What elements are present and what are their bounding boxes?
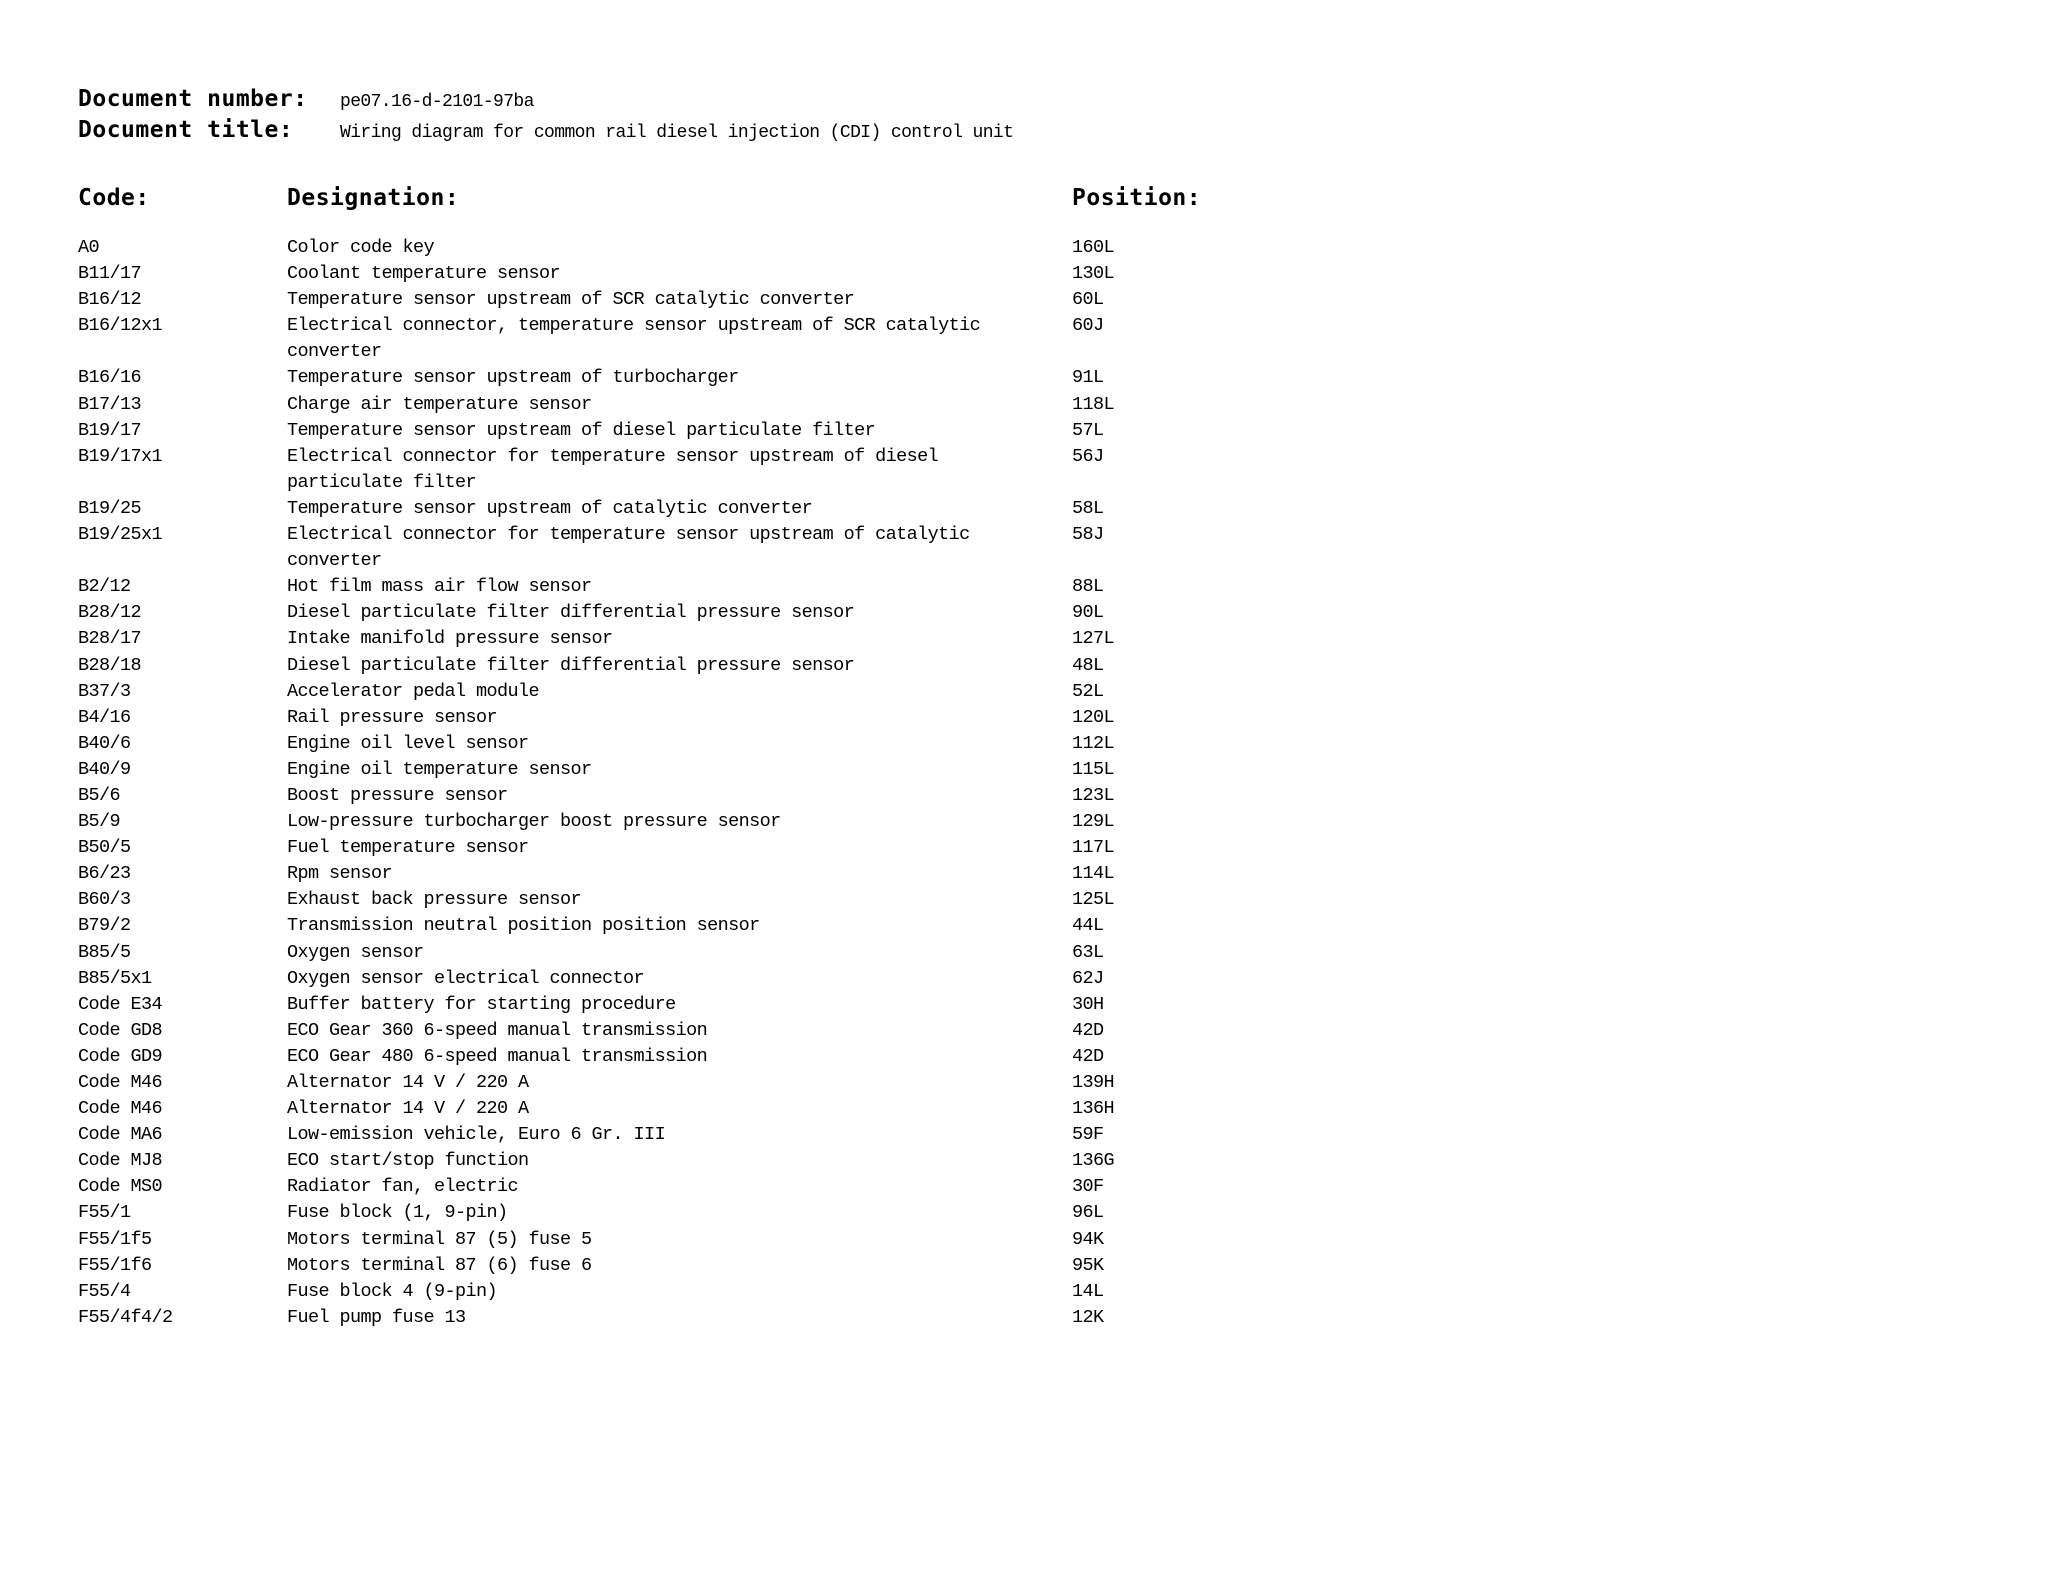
table-row — [78, 1305, 1192, 1331]
table-row — [78, 1200, 1192, 1226]
code-cell: B5/6 — [78, 784, 121, 806]
code-cell: Code MS0 — [78, 1176, 163, 1198]
designation-cell: Motors terminal 87 (5) fuse 5 — [287, 1228, 592, 1250]
position-cell: 59F — [1072, 1124, 1104, 1146]
code-cell: B2/12 — [78, 576, 131, 598]
table-row — [78, 783, 1192, 809]
position-cell: 139H — [1072, 1072, 1115, 1093]
position-cell: 129L — [1072, 811, 1115, 833]
code-cell: B60/3 — [78, 889, 131, 911]
position-cell: 52L — [1072, 680, 1104, 702]
table-row — [78, 1253, 1192, 1279]
position-cell: 62J — [1072, 967, 1104, 989]
table-row — [78, 444, 1192, 496]
position-cell: 12K — [1072, 1306, 1104, 1328]
position-cell: 30F — [1072, 1176, 1104, 1198]
code-cell: B16/12 — [78, 289, 142, 311]
table-row — [78, 757, 1192, 783]
code-cell: Code MA6 — [78, 1124, 163, 1146]
code-column-header: Code: — [78, 185, 150, 211]
code-cell: B28/12 — [78, 602, 142, 624]
code-cell: F55/4 — [78, 1280, 131, 1302]
position-cell: 118L — [1072, 393, 1115, 415]
table-row — [78, 496, 1192, 522]
table-row — [78, 235, 1192, 261]
designation-cell: Rail pressure sensor — [287, 706, 498, 728]
designation-cell: Low-emission vehicle, Euro 6 Gr. III — [287, 1124, 666, 1146]
code-cell: F55/4f4/2 — [78, 1306, 173, 1328]
code-cell: F55/1f5 — [78, 1228, 152, 1250]
position-cell: 95K — [1072, 1254, 1104, 1276]
code-cell: B50/5 — [78, 837, 131, 859]
table-row — [78, 731, 1192, 757]
document-number-row — [78, 86, 1013, 117]
code-cell: Code M46 — [78, 1072, 163, 1093]
table-row — [78, 626, 1192, 652]
position-cell: 136G — [1072, 1150, 1115, 1172]
code-cell: B4/16 — [78, 706, 131, 728]
code-cell: Code E34 — [78, 993, 163, 1015]
document-number-label: Document number: — [78, 86, 308, 112]
position-cell: 127L — [1072, 628, 1115, 650]
table-row — [78, 522, 1192, 574]
position-cell: 120L — [1072, 706, 1115, 728]
position-cell: 44L — [1072, 915, 1104, 937]
position-cell: 130L — [1072, 263, 1115, 285]
designation-cell: Electrical connector for temperature sensor upstream of catalytic converter — [287, 524, 970, 572]
position-cell: 58J — [1072, 524, 1104, 546]
table-row — [78, 887, 1192, 913]
designation-cell: ECO Gear 480 6-speed manual transmission — [287, 1045, 708, 1067]
table-row — [78, 992, 1192, 1018]
table-row — [78, 679, 1192, 705]
table-row — [78, 940, 1192, 966]
code-cell: B79/2 — [78, 915, 131, 937]
designation-cell: Exhaust back pressure sensor — [287, 889, 582, 911]
designation-cell: Diesel particulate filter differential pressure sensor — [287, 602, 855, 624]
position-cell: 136H — [1072, 1098, 1115, 1120]
table-row — [78, 1096, 1192, 1122]
table-row — [78, 1018, 1192, 1044]
position-cell: 91L — [1072, 367, 1104, 389]
designation-cell: Fuse block 4 (9-pin) — [287, 1280, 498, 1302]
table-row — [78, 1148, 1192, 1174]
designation-cell: Boost pressure sensor — [287, 784, 508, 806]
designation-cell: Fuel temperature sensor — [287, 837, 529, 859]
code-cell: B19/25 — [78, 497, 142, 519]
designation-cell: Motors terminal 87 (6) fuse 6 — [287, 1254, 592, 1276]
code-cell: B17/13 — [78, 393, 142, 415]
code-cell: F55/1 — [78, 1202, 131, 1224]
position-cell: 57L — [1072, 419, 1104, 441]
designation-cell: Engine oil level sensor — [287, 732, 529, 754]
table-row — [78, 1279, 1192, 1305]
document-title-value: Wiring diagram for common rail diesel injection (CDI) control unit — [340, 123, 1014, 143]
designation-cell: Oxygen sensor electrical connector — [287, 967, 645, 989]
document-title-label: Document title: — [78, 117, 294, 143]
position-cell: 58L — [1072, 497, 1104, 519]
designation-cell: Oxygen sensor — [287, 941, 424, 963]
code-cell: B19/25x1 — [78, 524, 163, 546]
designation-cell: Alternator 14 V / 220 A — [287, 1072, 529, 1093]
designation-cell: Accelerator pedal module — [287, 680, 540, 702]
position-cell: 115L — [1072, 758, 1115, 780]
position-column-header: Position: — [1072, 185, 1202, 211]
position-cell: 30H — [1072, 993, 1104, 1015]
position-cell: 94K — [1072, 1228, 1104, 1250]
code-cell: B16/12x1 — [78, 315, 163, 337]
document-header — [78, 86, 1013, 148]
position-cell: 125L — [1072, 889, 1115, 911]
designation-cell: Transmission neutral position position sensor — [287, 915, 760, 937]
code-cell: B28/18 — [78, 654, 142, 676]
code-cell: Code GD8 — [78, 1019, 163, 1041]
position-cell: 48L — [1072, 654, 1104, 676]
table-row — [78, 418, 1192, 444]
position-cell: 90L — [1072, 602, 1104, 624]
table-row — [78, 574, 1192, 600]
code-cell: Code M46 — [78, 1098, 163, 1120]
table-row — [78, 966, 1192, 992]
position-cell: 63L — [1072, 941, 1104, 963]
position-cell: 60L — [1072, 289, 1104, 311]
code-cell: B5/9 — [78, 811, 121, 833]
table-header-row — [78, 185, 1272, 211]
code-cell: Code MJ8 — [78, 1150, 163, 1172]
designation-cell: Temperature sensor upstream of diesel particulate filter — [287, 419, 876, 441]
position-cell: 14L — [1072, 1280, 1104, 1302]
table-row — [78, 313, 1192, 365]
designation-cell: Temperature sensor upstream of catalytic converter — [287, 497, 813, 519]
designation-cell: Electrical connector, temperature sensor upstream of SCR catalytic converter — [287, 315, 981, 363]
table-row — [78, 861, 1192, 887]
table-row — [78, 365, 1192, 391]
table-row — [78, 600, 1192, 626]
code-cell: B28/17 — [78, 628, 142, 650]
code-cell: B11/17 — [78, 263, 142, 285]
designation-cell: Charge air temperature sensor — [287, 393, 592, 415]
table-row — [78, 835, 1192, 861]
designation-cell: Temperature sensor upstream of SCR catalytic converter — [287, 289, 855, 311]
table-row — [78, 705, 1192, 731]
designation-cell: Temperature sensor upstream of turbocharger — [287, 367, 739, 389]
designation-cell: ECO Gear 360 6-speed manual transmission — [287, 1019, 708, 1041]
designation-cell: Diesel particulate filter differential pressure sensor — [287, 654, 855, 676]
code-cell: A0 — [78, 237, 100, 258]
designation-cell: Alternator 14 V / 220 A — [287, 1098, 529, 1120]
table-row — [78, 1070, 1192, 1096]
designation-cell: Rpm sensor — [287, 863, 393, 885]
table-row — [78, 809, 1192, 835]
code-cell: B19/17 — [78, 419, 142, 441]
designation-cell: Intake manifold pressure sensor — [287, 628, 613, 650]
position-cell: 88L — [1072, 576, 1104, 598]
designation-cell: Buffer battery for starting procedure — [287, 993, 676, 1015]
table-row — [78, 287, 1192, 313]
position-cell: 42D — [1072, 1045, 1104, 1067]
designation-cell: Engine oil temperature sensor — [287, 758, 592, 780]
designation-column-header: Designation: — [287, 185, 460, 211]
designation-cell: Radiator fan, electric — [287, 1176, 519, 1198]
table-row — [78, 392, 1192, 418]
code-cell: B40/9 — [78, 758, 131, 780]
table-row — [78, 653, 1192, 679]
designation-cell: Fuse block (1, 9-pin) — [287, 1202, 508, 1224]
table-row — [78, 1044, 1192, 1070]
position-cell: 56J — [1072, 445, 1104, 467]
document-title-row — [78, 117, 1013, 148]
position-cell: 112L — [1072, 732, 1115, 754]
position-cell: 96L — [1072, 1202, 1104, 1224]
designation-cell: Coolant temperature sensor — [287, 263, 561, 285]
designation-cell: Electrical connector for temperature sensor upstream of diesel particulate filter — [287, 445, 939, 493]
code-cell: B16/16 — [78, 367, 142, 389]
code-cell: B19/17x1 — [78, 445, 163, 467]
table-row — [78, 913, 1192, 939]
table-row — [78, 1174, 1192, 1200]
code-cell: B40/6 — [78, 732, 131, 754]
position-cell: 42D — [1072, 1019, 1104, 1041]
component-table — [78, 235, 1192, 1331]
code-cell: B85/5x1 — [78, 967, 152, 989]
position-cell: 123L — [1072, 784, 1115, 806]
table-row — [78, 1122, 1192, 1148]
designation-cell: Hot film mass air flow sensor — [287, 576, 592, 598]
position-cell: 60J — [1072, 315, 1104, 337]
document-number-value: pe07.16-d-2101-97ba — [340, 92, 534, 112]
code-cell: B85/5 — [78, 941, 131, 963]
position-cell: 117L — [1072, 837, 1115, 859]
code-cell: B37/3 — [78, 680, 131, 702]
position-cell: 160L — [1072, 237, 1115, 258]
designation-cell: Color code key — [287, 237, 435, 258]
designation-cell: ECO start/stop function — [287, 1150, 529, 1172]
code-cell: B6/23 — [78, 863, 131, 885]
code-cell: F55/1f6 — [78, 1254, 152, 1276]
position-cell: 114L — [1072, 863, 1115, 885]
code-cell: Code GD9 — [78, 1045, 163, 1067]
designation-cell: Low-pressure turbocharger boost pressure sensor — [287, 811, 781, 833]
designation-cell: Fuel pump fuse 13 — [287, 1306, 466, 1328]
table-row — [78, 261, 1192, 287]
table-row — [78, 1227, 1192, 1253]
